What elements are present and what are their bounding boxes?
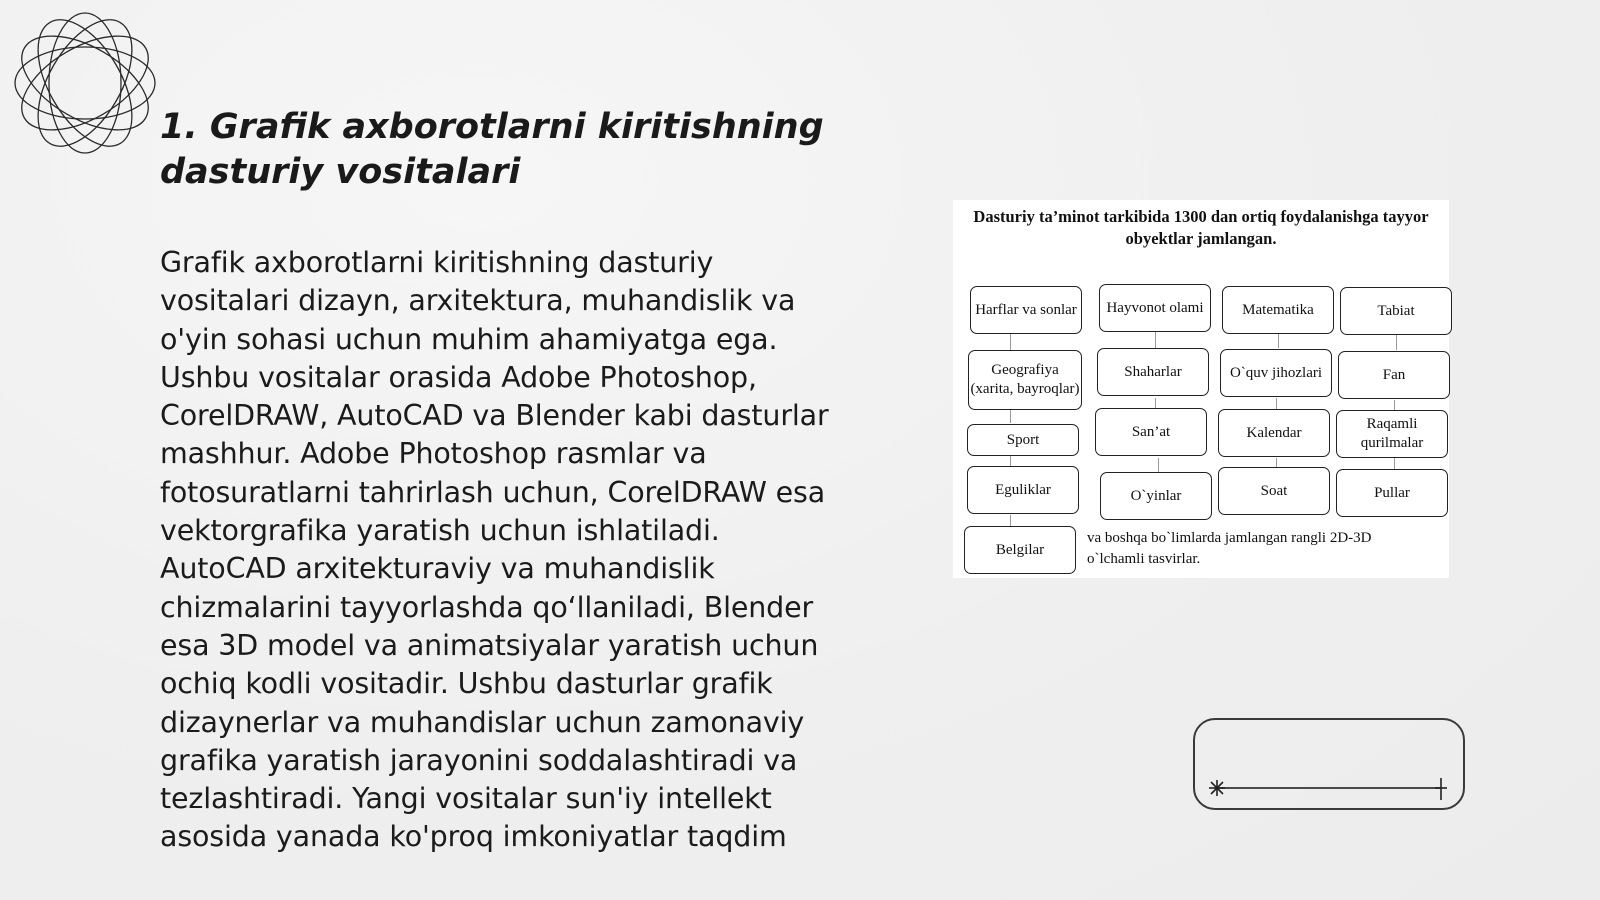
decorative-frame (1193, 718, 1465, 810)
box-fan: Fan (1338, 351, 1450, 399)
box-eguliklar: Eguliklar (967, 466, 1079, 514)
box-soat: Soat (1218, 467, 1330, 515)
diagram-note: va boshqa bo`limlarda jamlangan rangli 2D-3D o`lchamli tasvirlar. (1087, 530, 1372, 567)
connector (1155, 330, 1156, 348)
box-oyinlar: O`yinlar (1100, 472, 1212, 520)
box-harflar: Harflar va sonlar (970, 286, 1082, 334)
connector (1010, 408, 1011, 423)
box-sport: Sport (967, 424, 1079, 456)
spirograph-logo-icon (10, 8, 160, 158)
connector (1394, 400, 1395, 410)
slide-title: 1. Grafik axborotlarni kiritishning dasturiy vositalari (160, 107, 824, 192)
box-hayvonot: Hayvonot olami (1099, 284, 1211, 332)
box-matematika: Matematika (1222, 286, 1334, 334)
box-oquv: O`quv jihozlari (1220, 349, 1332, 397)
slide-body-text: Grafik axborotlarni kiritishning dasturiy vositalari dizayn, arxitektura, muhandislik va o'yin sohasi uchun muhim ahamiyatga ega. Ushbu vositalar orasida Adobe Photoshop, CorelDRAW, AutoCAD va Blender kabi dasturlar mashhur. Adobe Photoshop rasmlar va fotosuratlarni tahrirlash uchun, CorelDRAW esa vektorgrafika yaratish uchun ishlatiladi. AutoCAD arxitekturaviy va muhandislik chizmalarini tayyorlashda qo‘llaniladi, Blender esa 3D model va animatsiyalar yaratish uchun ochiq kodli vositadir. Ushbu dasturlar grafik dizaynerlar va muhandislar uchun zamonaviy grafika yaratish jarayonini soddalashtiradi va tezlashtiradi. Yangi vositalar sun'iy intellekt asosida yanada ko'proq imkoniyatlar taqdim (160, 246, 829, 854)
diagram-title: Dasturiy ta’minot tarkibida 1300 dan ortiq foydalanishga tayyor obyektlar jamlangan. (973, 207, 1429, 248)
decorative-line (1195, 720, 1467, 812)
category-diagram (953, 200, 1449, 578)
box-sanat: San’at (1095, 408, 1207, 456)
connector (1396, 334, 1397, 350)
box-geografiya: Geografiya (xarita, bayroqlar) (968, 350, 1082, 410)
box-shaharlar: Shaharlar (1097, 348, 1209, 396)
box-pullar: Pullar (1336, 469, 1448, 517)
box-raqamli: Raqamli qurilmalar (1336, 410, 1448, 458)
starburst-icon (1209, 780, 1225, 796)
box-tabiat: Tabiat (1340, 287, 1452, 335)
box-belgilar: Belgilar (964, 526, 1076, 574)
box-kalendar: Kalendar (1218, 409, 1330, 457)
sparkle-icon (1435, 778, 1447, 800)
